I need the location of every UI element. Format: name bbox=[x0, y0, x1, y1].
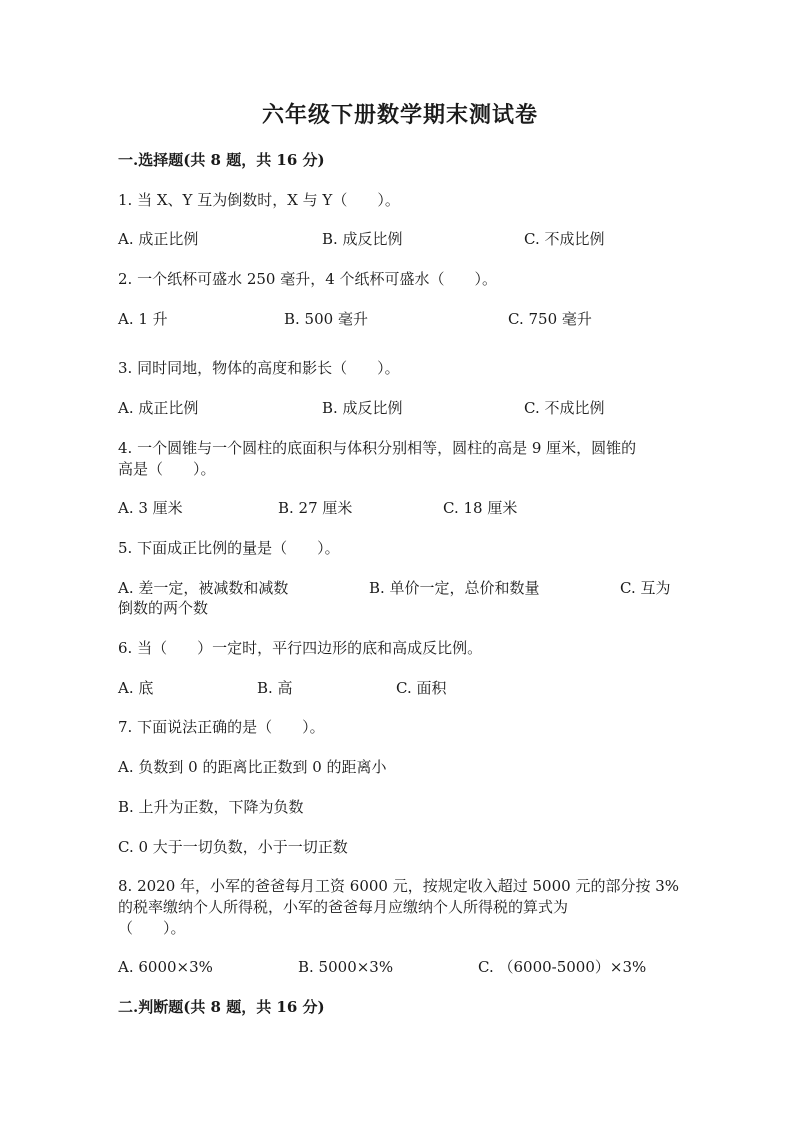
question-8-stem-line-3: （ ）。 bbox=[118, 919, 186, 937]
question-4-option-a: A. 3 厘米 bbox=[118, 499, 183, 517]
question-8-option-a: A. 6000×3% bbox=[118, 958, 213, 976]
section-heading-choice: 一.选择题(共 8 题，共 16 分) bbox=[118, 151, 325, 169]
question-4-option-b: B. 27 厘米 bbox=[278, 499, 353, 517]
question-8-option-c: C. （6000-5000）×3% bbox=[478, 958, 647, 976]
question-3-stem: 3. 同时同地，物体的高度和影长（ ）。 bbox=[118, 359, 400, 377]
question-1-option-b: B. 成反比例 bbox=[322, 230, 403, 248]
question-2-stem: 2. 一个纸杯可盛水 250 毫升，4 个纸杯可盛水（ ）。 bbox=[118, 270, 498, 288]
page-title: 六年级下册数学期末测试卷 bbox=[261, 102, 538, 128]
question-7-option-a: A. 负数到 0 的距离比正数到 0 的距离小 bbox=[118, 758, 387, 776]
question-7-option-c: C. 0 大于一切负数，小于一切正数 bbox=[118, 838, 348, 856]
question-6-option-c: C. 面积 bbox=[396, 679, 447, 697]
question-3-option-b: B. 成反比例 bbox=[322, 399, 403, 417]
question-3-option-c: C. 不成比例 bbox=[524, 399, 605, 417]
question-7-option-b: B. 上升为正数，下降为负数 bbox=[118, 798, 304, 816]
question-2-option-a: A. 1 升 bbox=[118, 310, 168, 328]
question-2-option-c: C. 750 毫升 bbox=[508, 310, 592, 328]
question-6-option-a: A. 底 bbox=[118, 679, 154, 697]
question-6-option-b: B. 高 bbox=[257, 679, 293, 697]
question-1-option-a: A. 成正比例 bbox=[118, 230, 199, 248]
question-5-option-c-continued: 倒数的两个数 bbox=[118, 599, 209, 617]
question-4-stem-line-2: 高是（ ）。 bbox=[118, 460, 216, 478]
question-1-stem: 1. 当 X、Y 互为倒数时，X 与 Y（ ）。 bbox=[118, 191, 400, 209]
question-8-stem-line-2: 的税率缴纳个人所得税，小军的爸爸每月应缴纳个人所得税的算式为 bbox=[118, 898, 569, 916]
question-1-option-c: C. 不成比例 bbox=[524, 230, 605, 248]
question-3-option-a: A. 成正比例 bbox=[118, 399, 199, 417]
question-4-stem-line-1: 4. 一个圆锥与一个圆柱的底面积与体积分别相等，圆柱的高是 9 厘米，圆锥的 bbox=[118, 439, 637, 457]
section-heading-true-false: 二.判断题(共 8 题，共 16 分) bbox=[118, 998, 325, 1016]
question-5-stem: 5. 下面成正比例的量是（ ）。 bbox=[118, 539, 340, 557]
question-7-stem: 7. 下面说法正确的是（ ）。 bbox=[118, 718, 325, 736]
question-5-option-c: C. 互为 bbox=[620, 579, 671, 597]
question-4-option-c: C. 18 厘米 bbox=[443, 499, 518, 517]
question-5-option-a: A. 差一定，被减数和减数 bbox=[118, 579, 289, 597]
question-8-option-b: B. 5000×3% bbox=[298, 958, 394, 976]
question-8-stem-line-1: 8. 2020 年，小军的爸爸每月工资 6000 元，按规定收入超过 5000 元的部分按 3% bbox=[118, 877, 680, 895]
question-2-option-b: B. 500 毫升 bbox=[284, 310, 368, 328]
question-5-option-b: B. 单价一定，总价和数量 bbox=[369, 579, 540, 597]
question-6-stem: 6. 当（ ）一定时，平行四边形的底和高成反比例。 bbox=[118, 639, 483, 657]
